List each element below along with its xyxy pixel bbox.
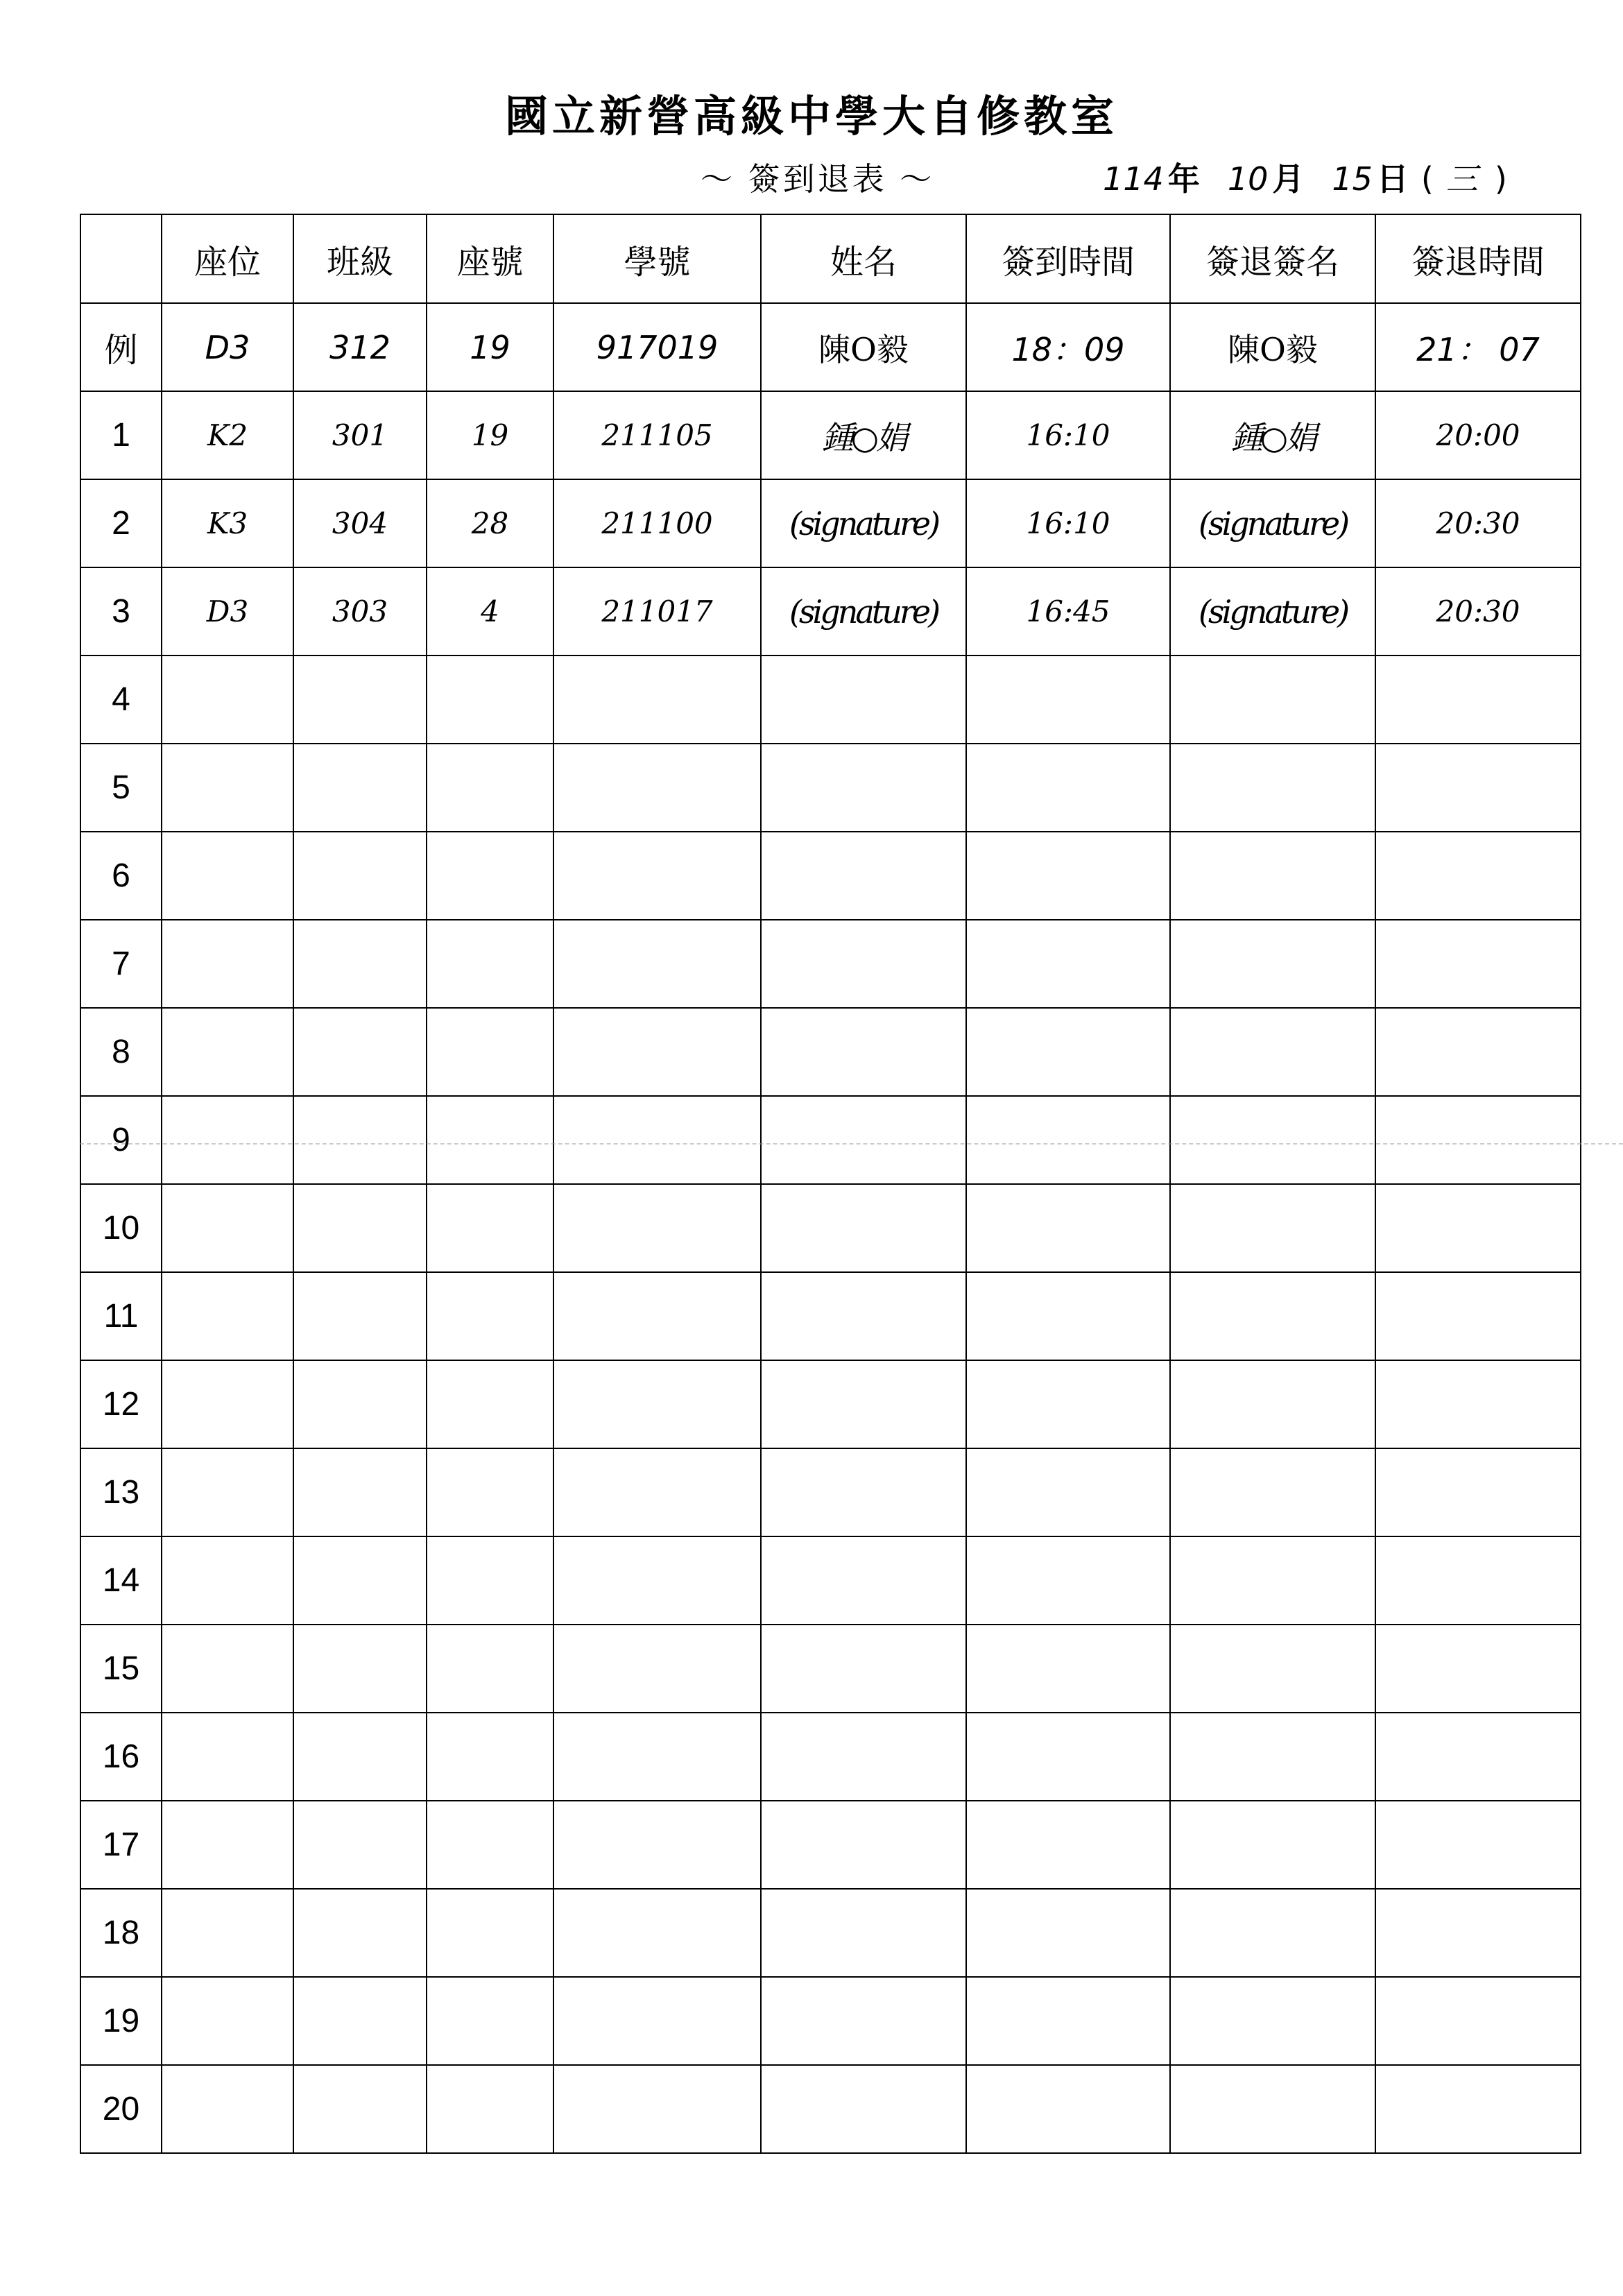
checkout-time-cell[interactable] (1375, 2065, 1581, 2153)
col-header-class: 班級 (293, 214, 427, 303)
name-cell[interactable] (761, 1801, 966, 1889)
checkout-signature-cell[interactable] (1170, 1096, 1375, 1184)
table-row (80, 1713, 1581, 1801)
seat-cell[interactable] (162, 1801, 293, 1889)
seat-no-cell[interactable] (427, 1801, 553, 1889)
checkin-time-cell[interactable] (966, 920, 1170, 1008)
name-cell[interactable]: (signature) (761, 567, 966, 656)
name-cell[interactable] (761, 1008, 966, 1096)
checkout-time-cell[interactable] (1375, 1977, 1581, 2065)
row-index: 12 (80, 1360, 162, 1448)
seat-no-cell[interactable] (427, 1272, 553, 1360)
table-row (80, 656, 1581, 744)
checkout-signature-cell[interactable]: (signature) (1170, 567, 1375, 656)
year-value: 114 (1103, 160, 1164, 198)
scan-artifact-line (80, 1143, 1623, 1145)
student-id-cell[interactable] (553, 1272, 761, 1360)
student-id-cell[interactable] (553, 1536, 761, 1625)
table-row (80, 1360, 1581, 1448)
name-cell[interactable] (761, 832, 966, 920)
col-header-checkout-signature: 簽退簽名 (1170, 214, 1375, 303)
checkout-time-cell[interactable] (1375, 1713, 1581, 1801)
checkout-time-cell[interactable] (1375, 1889, 1581, 1977)
row-index: 20 (80, 2065, 162, 2153)
seat-cell[interactable]: D3 (162, 567, 293, 656)
student-id-cell[interactable] (553, 1096, 761, 1184)
seat-cell[interactable] (162, 1977, 293, 2065)
table-row (80, 1889, 1581, 1977)
seat-cell[interactable] (162, 1536, 293, 1625)
student-id-cell[interactable]: 211105 (553, 391, 761, 479)
checkin-time-cell[interactable] (966, 1625, 1170, 1713)
page-title: 國立新營高級中學大自修教室 (504, 91, 1118, 142)
table-row (80, 1977, 1581, 2065)
col-header-checkout-time: 簽退時間 (1375, 214, 1581, 303)
seat-cell[interactable]: K2 (162, 391, 293, 479)
seat-cell[interactable] (162, 1096, 293, 1184)
checkout-time-cell[interactable] (1375, 1096, 1581, 1184)
row-index: 8 (80, 1008, 162, 1096)
student-id-cell[interactable] (553, 2065, 761, 2153)
name-cell[interactable] (761, 1889, 966, 1977)
checkout-time-cell[interactable] (1375, 920, 1581, 1008)
seat-no-cell[interactable]: 28 (427, 479, 553, 567)
checkout-signature-cell[interactable] (1170, 1008, 1375, 1096)
form-subtitle: ～ 簽到退表 ～ (701, 160, 935, 198)
row-index: 19 (80, 1977, 162, 2065)
seat-no-cell[interactable] (427, 1008, 553, 1096)
class-cell[interactable] (293, 1801, 427, 1889)
seat-no-cell[interactable] (427, 1184, 553, 1272)
checkout-signature-cell[interactable] (1170, 1625, 1375, 1713)
row-index: 11 (80, 1272, 162, 1360)
checkout-signature-cell[interactable] (1170, 1977, 1375, 2065)
checkin-time-cell[interactable] (966, 1713, 1170, 1801)
name-cell[interactable] (761, 744, 966, 832)
name-cell[interactable]: (signature) (761, 479, 966, 567)
row-index: 10 (80, 1184, 162, 1272)
checkout-signature-cell[interactable] (1170, 1272, 1375, 1360)
checkout-signature-cell[interactable] (1170, 1713, 1375, 1801)
student-id-cell: 917019 (553, 303, 761, 391)
checkin-time-cell[interactable] (966, 1536, 1170, 1625)
student-id-cell[interactable] (553, 1184, 761, 1272)
class-cell[interactable] (293, 1096, 427, 1184)
seat-no-cell[interactable] (427, 1977, 553, 2065)
checkout-time-cell[interactable]: 20:00 (1375, 391, 1581, 479)
seat-cell[interactable]: K3 (162, 479, 293, 567)
class-cell[interactable] (293, 1360, 427, 1448)
row-index: 13 (80, 1448, 162, 1536)
checkout-signature-cell[interactable] (1170, 1360, 1375, 1448)
row-index: 17 (80, 1801, 162, 1889)
day-value: 15 (1332, 160, 1373, 198)
row-index: 9 (80, 1096, 162, 1184)
student-id-cell[interactable] (553, 832, 761, 920)
checkin-time-cell[interactable] (966, 1184, 1170, 1272)
table-header-row (80, 214, 1581, 303)
checkout-signature-cell[interactable]: 鍾○娟 (1170, 391, 1375, 479)
class-cell: 312 (293, 303, 427, 391)
checkout-time-cell[interactable] (1375, 1184, 1581, 1272)
seat-cell[interactable] (162, 920, 293, 1008)
row-index: 5 (80, 744, 162, 832)
seat-no-cell[interactable] (427, 1536, 553, 1625)
student-id-cell[interactable] (553, 656, 761, 744)
row-index: 2 (80, 479, 162, 567)
row-index: 18 (80, 1889, 162, 1977)
seat-cell[interactable] (162, 1625, 293, 1713)
class-cell[interactable]: 303 (293, 567, 427, 656)
table-row (80, 1536, 1581, 1625)
seat-no-cell[interactable] (427, 1713, 553, 1801)
class-cell[interactable]: 304 (293, 479, 427, 567)
row-index: 6 (80, 832, 162, 920)
year-label: 年 (1167, 160, 1200, 198)
table-row (80, 1008, 1581, 1096)
checkout-time-cell[interactable] (1375, 1272, 1581, 1360)
checkout-signature-cell[interactable] (1170, 2065, 1375, 2153)
checkin-time-cell[interactable] (966, 1977, 1170, 2065)
checkout-signature-cell[interactable] (1170, 920, 1375, 1008)
seat-no-cell[interactable] (427, 920, 553, 1008)
col-header-index (80, 214, 162, 303)
name-cell[interactable] (761, 1360, 966, 1448)
student-id-cell[interactable] (553, 1360, 761, 1448)
student-id-cell[interactable] (553, 1801, 761, 1889)
checkin-time-cell[interactable]: 16:45 (966, 567, 1170, 656)
seat-cell: D3 (162, 303, 293, 391)
table-row (80, 1184, 1581, 1272)
name-cell[interactable] (761, 1448, 966, 1536)
col-header-seat-no: 座號 (427, 214, 553, 303)
name-cell[interactable] (761, 1184, 966, 1272)
name-cell: 陳O毅 (761, 303, 966, 391)
checkout-time-cell[interactable] (1375, 1625, 1581, 1713)
class-cell[interactable] (293, 1889, 427, 1977)
month-label: 月 (1272, 160, 1305, 198)
table-row (80, 1625, 1581, 1713)
seat-cell[interactable] (162, 1360, 293, 1448)
col-header-checkin-time: 簽到時間 (966, 214, 1170, 303)
row-index: 例 (80, 303, 162, 391)
checkout-time-cell[interactable]: 20:30 (1375, 479, 1581, 567)
col-header-seat: 座位 (162, 214, 293, 303)
seat-no-cell[interactable] (427, 744, 553, 832)
col-header-name: 姓名 (761, 214, 966, 303)
seat-no-cell[interactable] (427, 1096, 553, 1184)
row-index: 15 (80, 1625, 162, 1713)
seat-no-cell: 19 (427, 303, 553, 391)
seat-cell[interactable] (162, 832, 293, 920)
checkout-signature-cell[interactable] (1170, 744, 1375, 832)
class-cell[interactable] (293, 744, 427, 832)
student-id-cell[interactable] (553, 1625, 761, 1713)
weekday-value: 三 (1445, 160, 1478, 198)
name-cell[interactable] (761, 920, 966, 1008)
row-index: 16 (80, 1713, 162, 1801)
seat-no-cell[interactable] (427, 1360, 553, 1448)
checkin-time-cell[interactable] (966, 1008, 1170, 1096)
class-cell[interactable] (293, 2065, 427, 2153)
seat-no-cell[interactable] (427, 1625, 553, 1713)
checkin-time-cell[interactable] (966, 1448, 1170, 1536)
checkout-time-cell[interactable] (1375, 1448, 1581, 1536)
checkin-time-cell[interactable] (966, 1360, 1170, 1448)
seat-cell[interactable] (162, 2065, 293, 2153)
name-cell[interactable] (761, 1977, 966, 2065)
row-index: 7 (80, 920, 162, 1008)
student-id-cell[interactable] (553, 1713, 761, 1801)
seat-cell[interactable] (162, 1008, 293, 1096)
checkin-time-cell[interactable] (966, 1272, 1170, 1360)
table-row (80, 391, 1581, 479)
row-index: 4 (80, 656, 162, 744)
checkin-time-cell[interactable] (966, 2065, 1170, 2153)
seat-cell[interactable] (162, 1713, 293, 1801)
table-row (80, 479, 1581, 567)
month-value: 10 (1227, 160, 1269, 198)
table-row (80, 567, 1581, 656)
seat-cell[interactable] (162, 1889, 293, 1977)
checkin-time-cell[interactable] (966, 656, 1170, 744)
name-cell[interactable]: 鍾○娟 (761, 391, 966, 479)
class-cell[interactable]: 301 (293, 391, 427, 479)
table-row (80, 1096, 1581, 1184)
checkout-time-cell[interactable] (1375, 1360, 1581, 1448)
table-row (80, 744, 1581, 832)
student-id-cell[interactable] (553, 744, 761, 832)
name-cell[interactable] (761, 1536, 966, 1625)
checkout-signature-cell[interactable]: (signature) (1170, 479, 1375, 567)
checkout-signature-cell[interactable] (1170, 1889, 1375, 1977)
checkin-time-cell[interactable] (966, 832, 1170, 920)
seat-cell[interactable] (162, 1448, 293, 1536)
weekday-close: ) (1494, 160, 1507, 198)
student-id-cell[interactable] (553, 1889, 761, 1977)
table-row (80, 1801, 1581, 1889)
table-row (80, 920, 1581, 1008)
class-cell[interactable] (293, 1184, 427, 1272)
class-cell[interactable] (293, 832, 427, 920)
class-cell[interactable] (293, 1977, 427, 2065)
table-row (80, 2065, 1581, 2153)
date-field (1103, 154, 1520, 200)
class-cell[interactable] (293, 920, 427, 1008)
checkout-signature-cell[interactable] (1170, 1448, 1375, 1536)
checkout-time-cell[interactable]: 20:30 (1375, 567, 1581, 656)
table-row (80, 1272, 1581, 1360)
table-row (80, 832, 1581, 920)
class-cell[interactable] (293, 1713, 427, 1801)
name-cell[interactable] (761, 1713, 966, 1801)
checkin-time-cell[interactable] (966, 744, 1170, 832)
class-cell[interactable] (293, 1008, 427, 1096)
table-row (80, 1448, 1581, 1536)
seat-no-cell[interactable] (427, 1889, 553, 1977)
seat-no-cell[interactable] (427, 1448, 553, 1536)
checkout-signature-cell[interactable] (1170, 656, 1375, 744)
col-header-student-id: 學號 (553, 214, 761, 303)
seat-cell[interactable] (162, 1272, 293, 1360)
checkout-time-cell[interactable] (1375, 744, 1581, 832)
checkin-time-cell: 18：09 (966, 303, 1170, 391)
class-cell[interactable] (293, 1625, 427, 1713)
class-cell[interactable] (293, 1536, 427, 1625)
name-cell[interactable] (761, 2065, 966, 2153)
name-cell[interactable] (761, 1272, 966, 1360)
seat-no-cell[interactable] (427, 2065, 553, 2153)
student-id-cell[interactable] (553, 1008, 761, 1096)
seat-no-cell[interactable] (427, 656, 553, 744)
checkout-signature-cell[interactable] (1170, 1184, 1375, 1272)
checkout-signature-cell[interactable] (1170, 1801, 1375, 1889)
checkout-signature-cell: 陳O毅 (1170, 303, 1375, 391)
seat-cell[interactable] (162, 1184, 293, 1272)
checkout-signature-cell[interactable] (1170, 1536, 1375, 1625)
checkout-time-cell[interactable] (1375, 1801, 1581, 1889)
student-id-cell[interactable] (553, 920, 761, 1008)
class-cell[interactable] (293, 1272, 427, 1360)
checkin-time-cell[interactable] (966, 1096, 1170, 1184)
checkout-signature-cell[interactable] (1170, 832, 1375, 920)
student-id-cell[interactable] (553, 1448, 761, 1536)
seat-cell[interactable] (162, 744, 293, 832)
seat-cell[interactable] (162, 656, 293, 744)
seat-no-cell[interactable]: 4 (427, 567, 553, 656)
checkout-time-cell[interactable] (1375, 656, 1581, 744)
row-index: 1 (80, 391, 162, 479)
checkout-time-cell[interactable] (1375, 1008, 1581, 1096)
class-cell[interactable] (293, 1448, 427, 1536)
day-label: 日 (1376, 160, 1409, 198)
checkout-time-cell: 21： 07 (1375, 303, 1581, 391)
checkout-time-cell[interactable] (1375, 1536, 1581, 1625)
checkout-time-cell[interactable] (1375, 832, 1581, 920)
row-index: 3 (80, 567, 162, 656)
student-id-cell[interactable] (553, 1977, 761, 2065)
checkin-time-cell[interactable]: 16:10 (966, 479, 1170, 567)
checkin-time-cell[interactable] (966, 1801, 1170, 1889)
row-index: 14 (80, 1536, 162, 1625)
seat-no-cell[interactable] (427, 832, 553, 920)
seat-no-cell[interactable]: 19 (427, 391, 553, 479)
name-cell[interactable] (761, 1625, 966, 1713)
student-id-cell[interactable]: 211017 (553, 567, 761, 656)
name-cell[interactable] (761, 1096, 966, 1184)
checkin-time-cell[interactable] (966, 1889, 1170, 1977)
example-row (80, 303, 1581, 391)
class-cell[interactable] (293, 656, 427, 744)
checkin-time-cell[interactable]: 16:10 (966, 391, 1170, 479)
weekday-open: ( (1420, 160, 1434, 198)
student-id-cell[interactable]: 211100 (553, 479, 761, 567)
name-cell[interactable] (761, 656, 966, 744)
signin-table (80, 214, 1581, 2154)
